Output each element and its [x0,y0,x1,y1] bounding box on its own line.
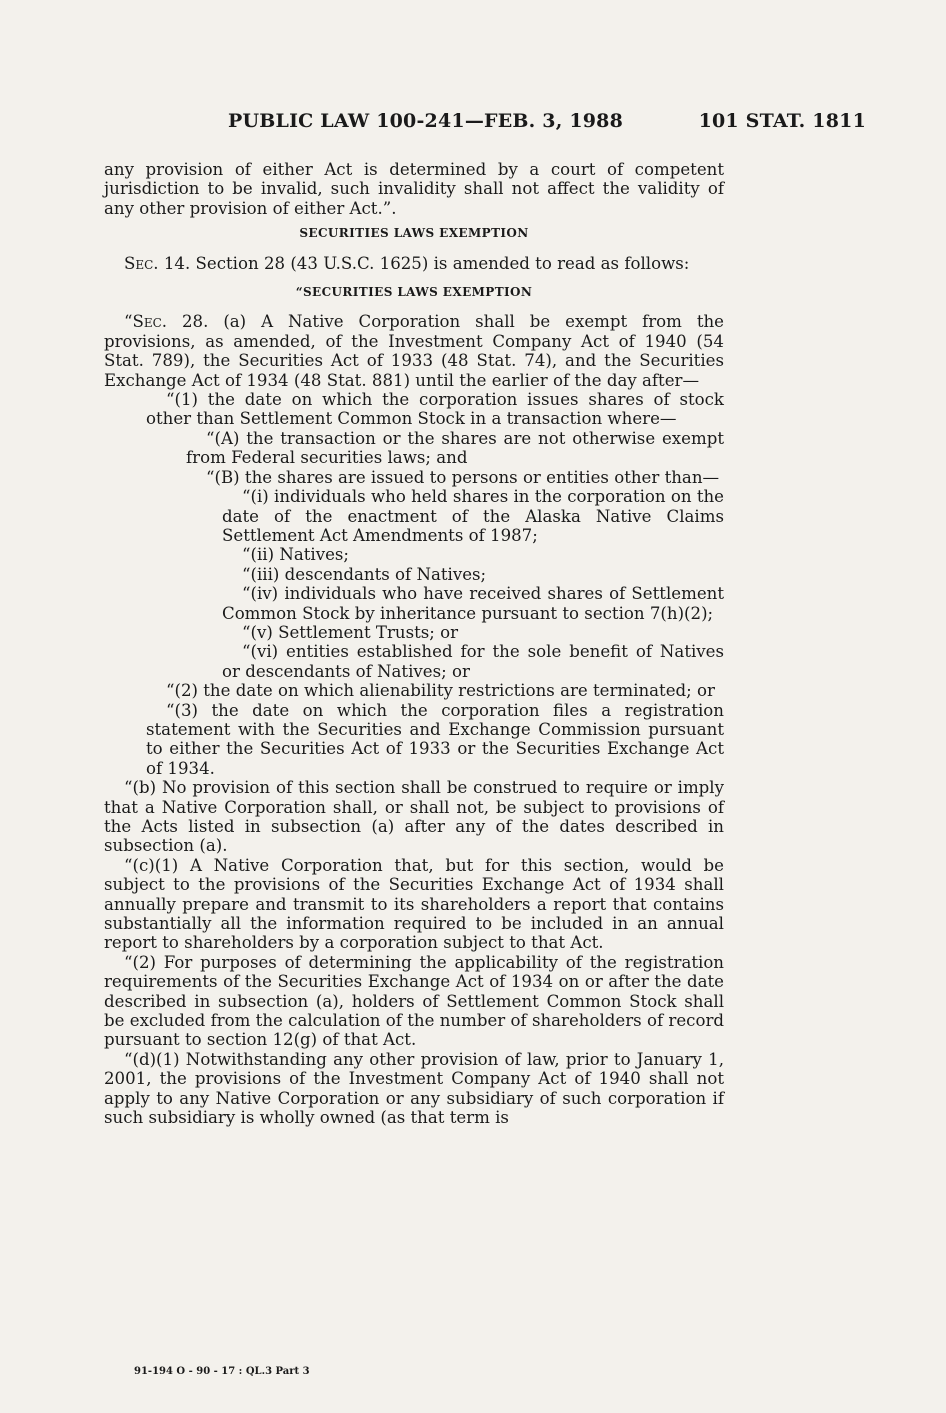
subsection-c1: “(c)(1) A Native Corporation that, but for this section, would be subject to the provisions of the Securities Exchange Act of 1934 shall annually prepare and transmit to its shareholders a report that contains substantially all the information required to be included in an annual report to shareholders by a corporation subject to that Act. [104,855,724,953]
clause-i: “(i) individuals who held shares in the corporation on the date of the enactment of the Alaska Native Claims Settlement Act Amendments of 1987; [222,487,724,545]
subsection-c2: “(2) For purposes of determining the applicability of the registration requirements of the Securities Exchange Act of 1934 on or after the date described in subsection (a), holders of Settlement Common Stock shall be excluded from the calculation of the number of shareholders of record pursuant to section 12(g) of that Act. [104,952,724,1050]
clause-iii: “(iii) descendants of Natives; [242,564,487,584]
section-28-label: “Sec. [124,312,168,332]
print-code-footer: 91-194 O - 90 - 17 : QL.3 Part 3 [134,1366,310,1377]
clause-v: “(v) Settlement Trusts; or [242,622,459,642]
paragraph-2: “(2) the date on which alienability restrictions are terminated; or [166,681,715,701]
document-body [104,160,724,1128]
subparagraph-A: “(A) the transaction or the shares are not otherwise exempt from Federal securities laws; and [186,428,724,468]
law-title: PUBLIC LAW 100-241—FEB. 3, 1988 [228,110,624,132]
subsection-b: “(b) No provision of this section shall be construed to require or imply that a Native Corporation shall, or shall not, be subject to provisions of the Acts listed in subsection (a) after any of the dates described in subsection (a). [104,778,724,856]
section-14-text: 14. Section 28 (43 U.S.C. 1625) is amended to read as follows: [158,253,690,273]
clause-ii: “(ii) Natives; [242,545,350,565]
subparagraph-B: “(B) the shares are issued to persons or entities other than— [206,467,720,487]
section-28a-text: 28. (a) A Native Corporation shall be exempt from the provisions, as amended, of the Investment Company Act of 1940 (54 Stat. 789), the Securities Act of 1933 (48 Stat. 74), and the Securities Exchange Act of 1934 (48 Stat. 881) until the earlier of the day after— [104,312,724,390]
section-14-paragraph [104,254,724,273]
section-28a-paragraph [104,312,724,390]
clause-vi: “(vi) entities established for the sole benefit of Natives or descendants of Natives; or [222,642,724,681]
paragraph-1: “(1) the date on which the corporation issues shares of stock other than Settlement Common Stock in a transaction where— [146,390,724,429]
section-heading: SECURITIES LAWS EXEMPTION [299,226,529,241]
paragraph-3: “(3) the date on which the corporation files a registration statement with the Securities and Exchange Commission pursuant to either the Securities Act of 1933 or the Securities Exchange Act of 1934. [146,700,724,778]
section-14-label: Sec. [124,253,159,273]
clause-iv: “(iv) individuals who have received shares of Settlement Common Stock by inheritance pursuant to section 7(h)(2); [222,584,724,623]
quoted-section-heading: “SECURITIES LAWS EXEMPTION [295,285,533,300]
stat-page-number: 101 STAT. 1811 [698,110,866,132]
continued-paragraph: any provision of either Act is determined by a court of competent jurisdiction to be invalid, such invalidity shall not affect the validity of any other provision of either Act.”. [104,160,724,218]
subsection-d1: “(d)(1) Notwithstanding any other provision of law, prior to January 1, 2001, the provisions of the Investment Company Act of 1940 shall not apply to any Native Corporation or any subsidiary of such corporation if such subsidiary is wholly owned (as that term is [104,1049,724,1128]
